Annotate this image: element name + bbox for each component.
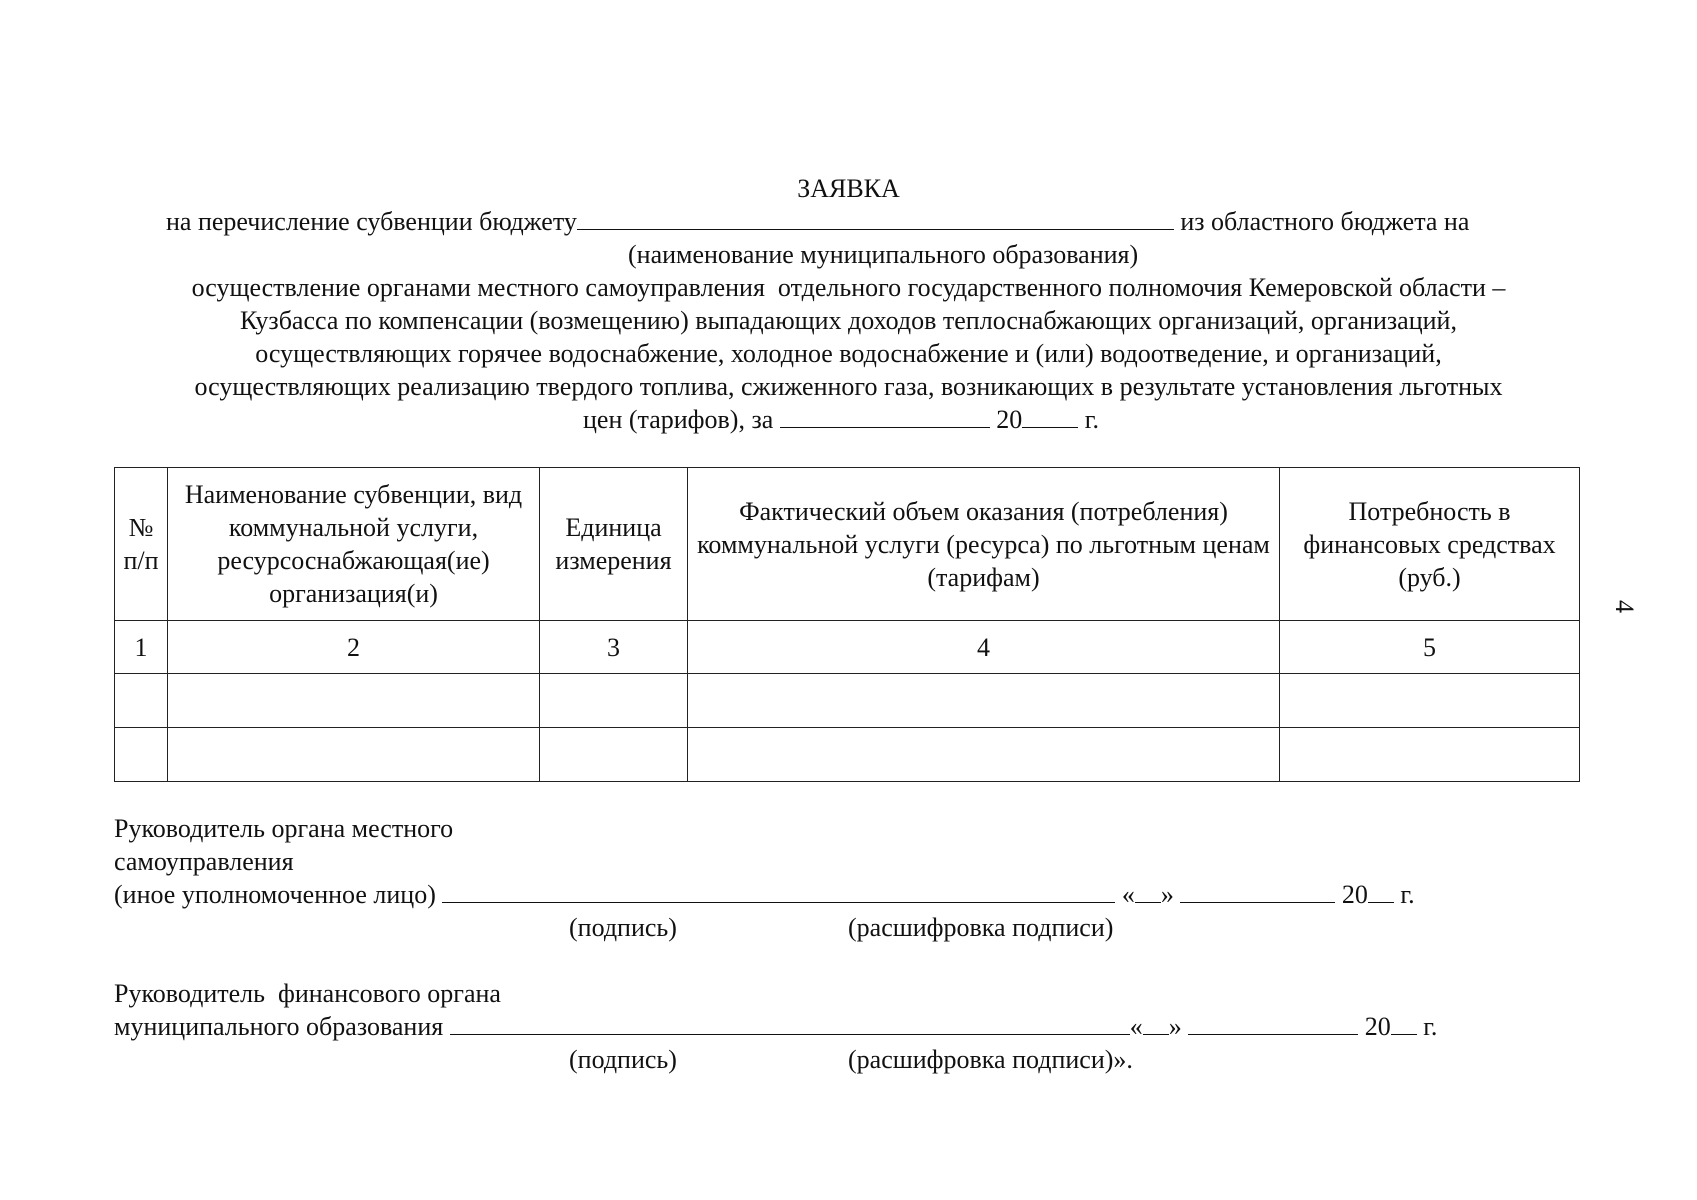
document-title: ЗАЯВКА bbox=[797, 174, 900, 203]
head2-title-line-1: Руководитель финансового органа bbox=[114, 979, 501, 1008]
head2-date-close: » bbox=[1168, 1012, 1189, 1041]
head1-signature-blank[interactable] bbox=[442, 878, 1115, 903]
header-line-3: Кузбасса по компенсации (возмещению) выпадающих доходов теплоснабжающих организаций, организаций, bbox=[240, 306, 1457, 335]
header-cell-number: № п/п bbox=[115, 468, 168, 621]
header-cell-subvention-name: Наименование субвенции, вид коммунальной услуги, ресурсоснабжающая(ие) организация(и) bbox=[168, 468, 540, 621]
table-row bbox=[115, 674, 1580, 728]
head2-signature-line bbox=[114, 1010, 1437, 1043]
period-label: цен (тарифов), за bbox=[583, 405, 780, 434]
period-year-blank[interactable] bbox=[1022, 403, 1078, 428]
column-number-cell: 5 bbox=[1280, 621, 1580, 674]
table-cell[interactable] bbox=[688, 728, 1280, 782]
head1-title-line-1: Руководитель органа местного bbox=[114, 814, 454, 843]
head2-month-blank[interactable] bbox=[1188, 1010, 1358, 1035]
head2-year-suffix: г. bbox=[1416, 1012, 1438, 1041]
column-number-cell: 1 bbox=[115, 621, 168, 674]
head2-signature-blank[interactable] bbox=[450, 1010, 1130, 1035]
column-number-cell: 2 bbox=[168, 621, 540, 674]
header-cell-unit: Единица измерения bbox=[540, 468, 688, 621]
head2-sign-caption: (подпись) bbox=[569, 1045, 677, 1074]
head1-title-line-3: (иное уполномоченное лицо) bbox=[114, 880, 443, 909]
head1-sign-caption: (подпись) bbox=[569, 913, 677, 942]
table-row bbox=[115, 728, 1580, 782]
table-cell[interactable] bbox=[688, 674, 1280, 728]
table-cell[interactable] bbox=[540, 728, 688, 782]
head2-day-blank[interactable] bbox=[1143, 1010, 1169, 1035]
head1-day-blank[interactable] bbox=[1135, 878, 1161, 903]
municipality-blank[interactable] bbox=[577, 205, 1174, 230]
head1-year-suffix: г. bbox=[1393, 880, 1415, 909]
head2-date-open: « bbox=[1129, 1012, 1143, 1041]
header-line-1-start: на перечисление субвенции бюджету bbox=[166, 207, 577, 236]
column-number-cell: 4 bbox=[688, 621, 1280, 674]
head2-title-line-2: муниципального образования bbox=[114, 1012, 450, 1041]
table-header-row bbox=[115, 468, 1580, 621]
head2-year-blank[interactable] bbox=[1391, 1010, 1417, 1035]
table-cell[interactable] bbox=[1280, 728, 1580, 782]
header-line-6 bbox=[583, 403, 1099, 436]
table-cell[interactable] bbox=[115, 728, 168, 782]
table-cell[interactable] bbox=[1280, 674, 1580, 728]
head1-date-open: « bbox=[1115, 880, 1135, 909]
header-line-5: осуществляющих реализацию твердого топлива, сжиженного газа, возникающих в результате установления льготных bbox=[194, 372, 1503, 401]
head2-decode-caption: (расшифровка подписи)». bbox=[848, 1045, 1133, 1074]
table-cell[interactable] bbox=[115, 674, 168, 728]
column-number-row bbox=[115, 621, 1580, 674]
request-table bbox=[114, 467, 1580, 782]
page-number: 4 bbox=[1610, 600, 1639, 613]
header-line-1 bbox=[166, 205, 1469, 238]
head1-decode-caption: (расшифровка подписи) bbox=[848, 913, 1114, 942]
period-year-suffix: г. bbox=[1078, 405, 1099, 434]
table-cell[interactable] bbox=[168, 674, 540, 728]
municipality-caption: (наименование муниципального образования) bbox=[628, 240, 1139, 269]
header-line-1-end: из областного бюджета на bbox=[1173, 207, 1470, 236]
column-number-cell: 3 bbox=[540, 621, 688, 674]
header-line-4: осуществляющих горячее водоснабжение, холодное водоснабжение и (или) водоотведение, и организаций, bbox=[255, 339, 1442, 368]
period-blank[interactable] bbox=[780, 403, 990, 428]
header-line-2: осуществление органами местного самоуправления отдельного государственного полномочия Кемеровской области – bbox=[191, 273, 1506, 302]
head1-month-blank[interactable] bbox=[1180, 878, 1335, 903]
head1-year-prefix: 20 bbox=[1335, 880, 1368, 909]
head1-date-close: » bbox=[1160, 880, 1181, 909]
period-year-prefix: 20 bbox=[989, 405, 1023, 434]
header-cell-financial-need: Потребность в финансовых средствах (руб.) bbox=[1280, 468, 1580, 621]
table-cell[interactable] bbox=[168, 728, 540, 782]
head1-title-line-2: самоуправления bbox=[114, 847, 294, 876]
header-cell-actual-volume: Фактический объем оказания (потребления) коммунальной услуги (ресурса) по льготным ценам (тарифам) bbox=[688, 468, 1280, 621]
head2-year-prefix: 20 bbox=[1358, 1012, 1391, 1041]
table-cell[interactable] bbox=[540, 674, 688, 728]
head1-signature-line bbox=[114, 878, 1415, 911]
head1-year-blank[interactable] bbox=[1368, 878, 1394, 903]
